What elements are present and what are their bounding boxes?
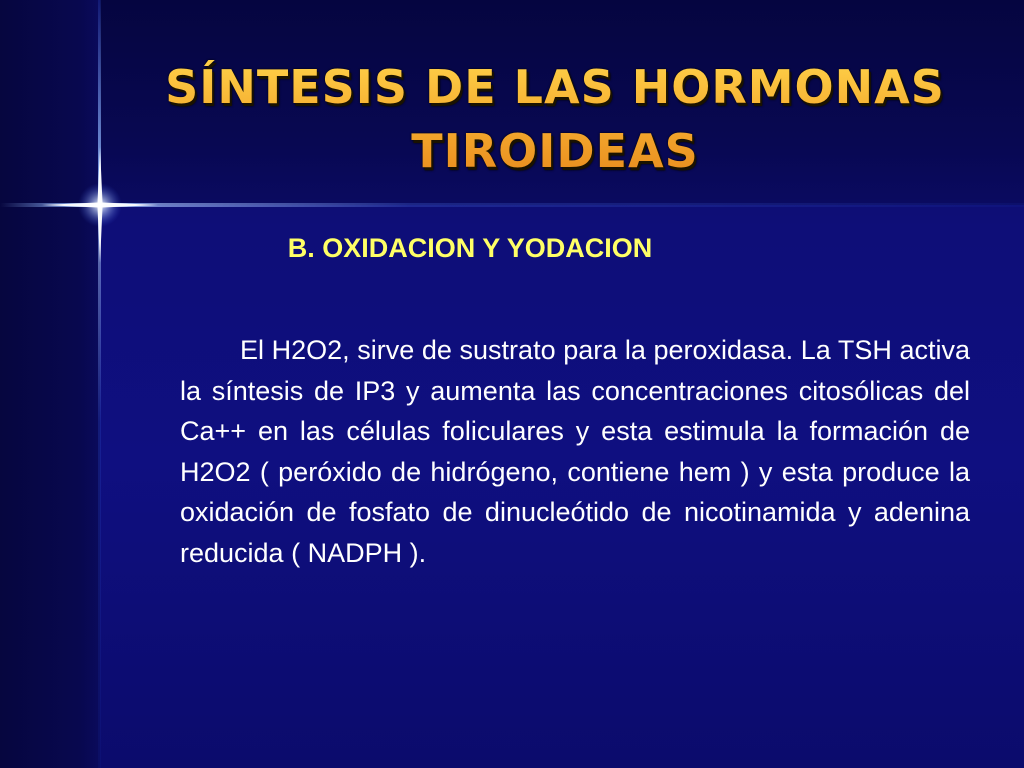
title-line-2: TIROIDEAS	[411, 124, 699, 178]
left-band	[0, 0, 100, 768]
horizontal-light-line	[0, 203, 1024, 207]
title-line-1: SÍNTESIS DE LAS HORMONAS	[165, 60, 945, 114]
slide-title	[100, 55, 1010, 183]
body-paragraph: El H2O2, sirve de sustrato para la peroxidasa. La TSH activa la síntesis de IP3 y aumenta las concentraciones citosólicas del Ca++ en las células foliculares y esta estimula la formación de H2O2 ( peróxido de hidrógeno, contiene hem ) y esta produce la oxidación de fosfato de dinucleótido de nicotinamida y adenina reducida ( NADPH ).	[180, 335, 970, 568]
section-subtitle: B. OXIDACION Y YODACION	[287, 233, 653, 263]
